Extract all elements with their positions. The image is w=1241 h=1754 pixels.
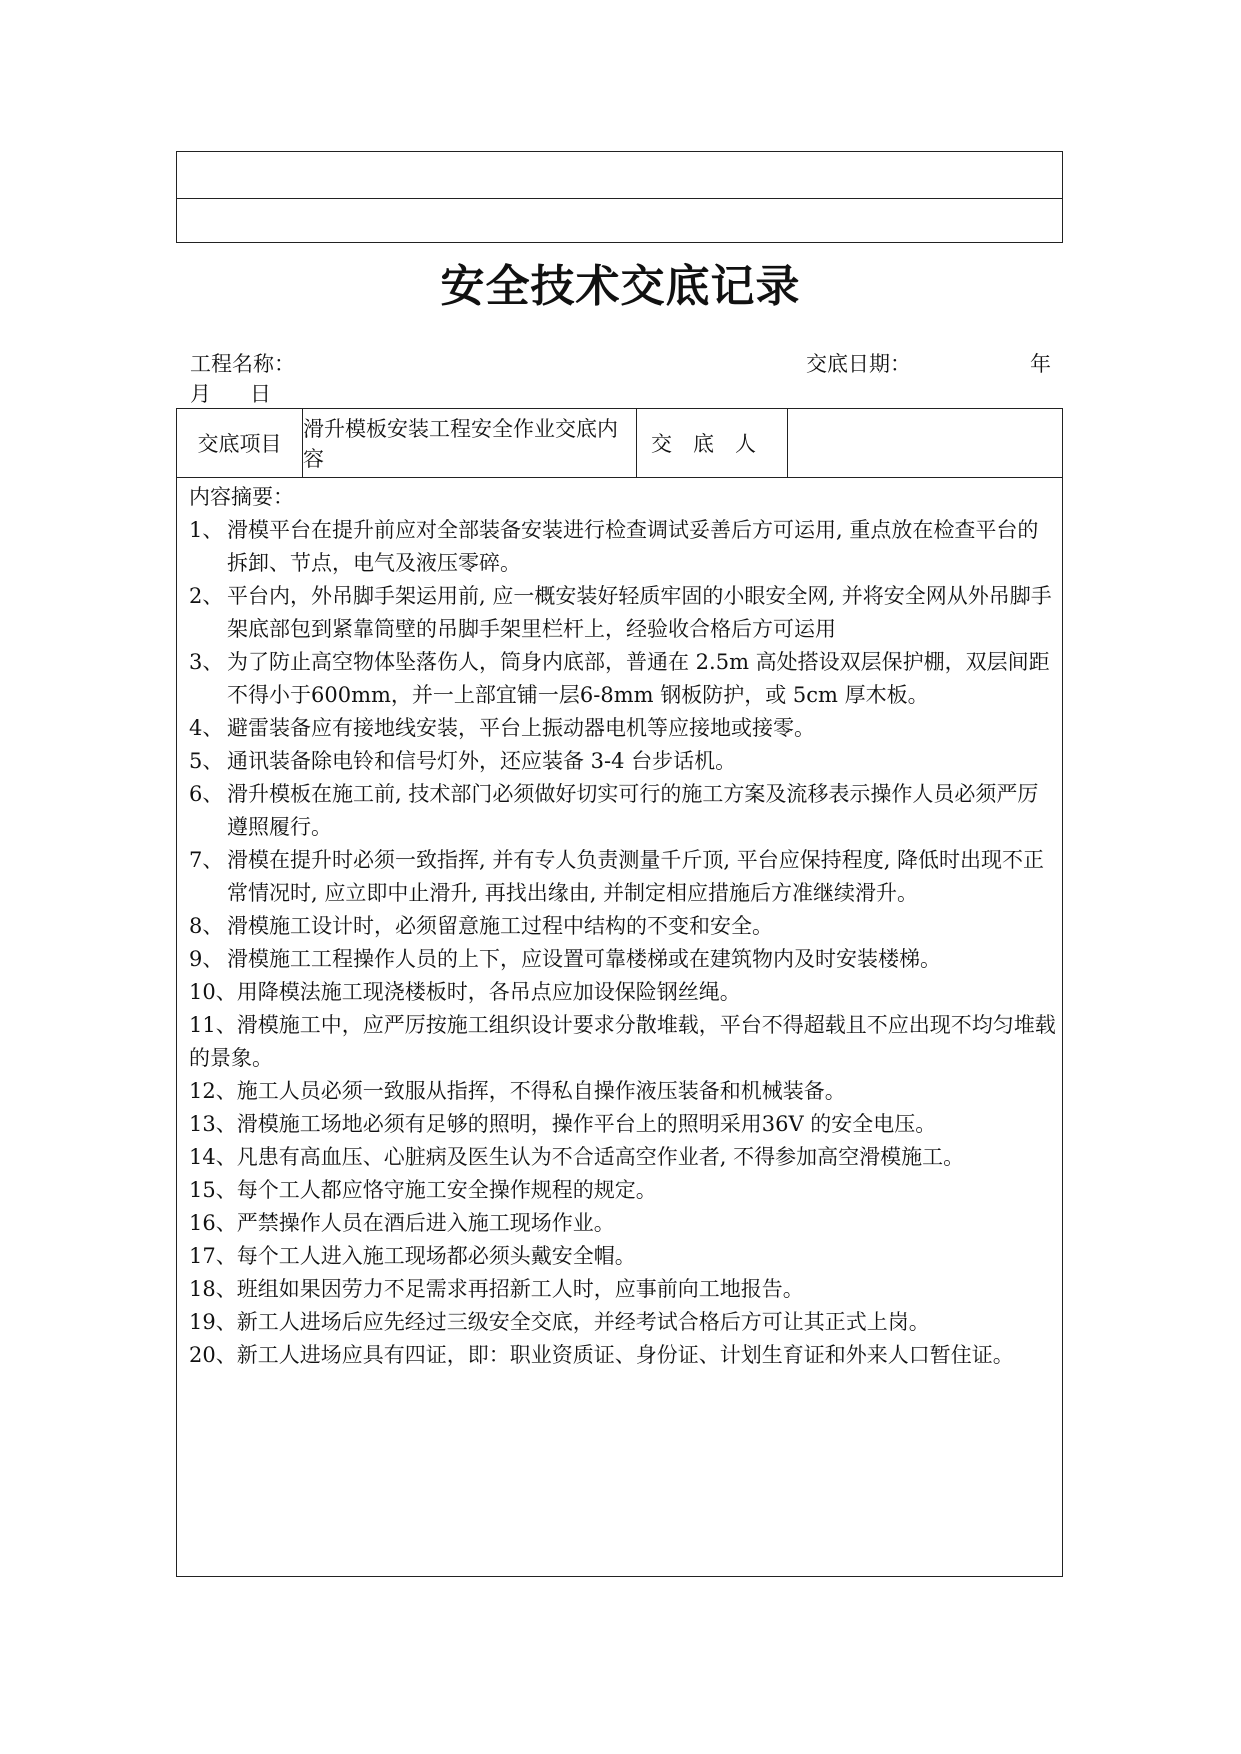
list-item	[189, 910, 1058, 943]
list-item-text: 施工人员必须一致服从指挥，不得私自操作液压装备和机械装备。	[236, 1079, 846, 1103]
list-item	[189, 1240, 1058, 1273]
list-item-number: 2、	[189, 584, 224, 608]
list-item-number: 17、	[189, 1244, 237, 1268]
list-item	[189, 1273, 1058, 1306]
list-item-text: 用降模法施工现浇楼板时，各吊点应加设保险钢丝绳。	[236, 980, 741, 1004]
list-item-text: 滑模施工设计时，必须留意施工过程中结构的不变和安全。	[227, 914, 773, 938]
day-label: 日	[250, 382, 271, 406]
list-item	[189, 1075, 1058, 1108]
content-summary	[189, 481, 1058, 1372]
item-value-cell	[303, 409, 637, 477]
list-item	[189, 844, 1058, 910]
person-value-cell	[788, 409, 1062, 477]
item-value: 滑升模板安装工程安全作业交底内容	[303, 417, 618, 471]
list-item-number: 16、	[189, 1211, 237, 1235]
list-item	[189, 1009, 1058, 1075]
list-item	[189, 1108, 1058, 1141]
list-item-text: 班组如果因劳力不足需求再招新工人时，应事前向工地报告。	[236, 1277, 804, 1301]
list-item-number: 4、	[189, 716, 224, 740]
person-label: 交 底 人	[651, 432, 756, 456]
month-label: 月	[190, 382, 211, 406]
list-item-text: 滑模施工工程操作人员的上下，应设置可靠楼梯或在建筑物内及时安装楼梯。	[227, 947, 941, 971]
list-item-number: 5、	[189, 749, 224, 773]
list-item-text: 滑模施工中，应严厉按施工组织设计要求分散堆载，平台不得超载且不应出现不均匀堆载的景象。	[189, 1013, 1056, 1070]
item-label-cell	[177, 409, 303, 477]
list-item-number: 7、	[189, 848, 224, 872]
list-item	[189, 1141, 1058, 1174]
list-item-text: 严禁操作人员在酒后进入施工现场作业。	[236, 1211, 615, 1235]
list-item-text: 平台内，外吊脚手架运用前, 应一概安装好轻质牢固的小眼安全网, 并将安全网从外吊脚手架底部包到紧靠筒壁的吊脚手架里栏杆上，经验收合格后方可运用	[227, 584, 1052, 641]
header-blank-box	[176, 151, 1063, 243]
list-item	[189, 580, 1058, 646]
list-item-number: 13、	[189, 1112, 237, 1136]
list-item-number: 18、	[189, 1277, 237, 1301]
list-item	[189, 1207, 1058, 1240]
list-item	[189, 976, 1058, 1009]
list-item-text: 滑模平台在提升前应对全部装备安装进行检查调试妥善后方可运用, 重点放在检查平台的拆卸、节点，电气及液压零碎。	[227, 518, 1039, 575]
list-item-number: 20、	[189, 1343, 237, 1367]
list-item-text: 每个工人都应恪守施工安全操作规程的规定。	[236, 1178, 657, 1202]
list-item-text: 避雷装备应有接地线安装，平台上振动器电机等应接地或接零。	[227, 716, 815, 740]
list-item-text: 每个工人进入施工现场都必须头戴安全帽。	[236, 1244, 636, 1268]
list-item-number: 9、	[189, 947, 224, 971]
person-label-cell	[637, 409, 788, 477]
list-item	[189, 943, 1058, 976]
list-item-number: 1、	[189, 518, 224, 542]
list-item-number: 12、	[189, 1079, 237, 1103]
list-item	[189, 1339, 1058, 1372]
meta-line-project	[190, 348, 1065, 378]
project-name-label: 工程名称：	[190, 352, 295, 376]
disclosure-table	[176, 408, 1063, 1577]
list-item-number: 6、	[189, 782, 224, 806]
meta-line-date	[190, 378, 1065, 408]
disclosure-item-list	[189, 514, 1058, 1372]
list-item-text: 通讯装备除电铃和信号灯外，还应装备 3-4 台步话机。	[227, 749, 737, 773]
list-item	[189, 646, 1058, 712]
header-box-divider	[177, 198, 1062, 199]
document-title: 安全技术交底记录	[440, 261, 801, 312]
list-item-number: 3、	[189, 650, 224, 674]
list-item	[189, 514, 1058, 580]
list-item-text: 滑模施工场地必须有足够的照明，操作平台上的照明采用36V 的安全电压。	[236, 1112, 937, 1136]
list-item-number: 14、	[189, 1145, 237, 1169]
item-label: 交底项目	[197, 432, 282, 456]
list-item-text: 凡患有高血压、心脏病及医生认为不合适高空作业者, 不得参加高空滑模施工。	[236, 1145, 965, 1169]
list-item-text: 新工人进场应具有四证，即：职业资质证、身份证、计划生育证和外来人口暂住证。	[236, 1343, 1014, 1367]
list-item-text: 为了防止高空物体坠落伤人，筒身内底部，普通在 2.5m 高处搭设双层保护棚，双层间距不得小于600mm，并一上部宜铺一层6-8mm 钢板防护，或 5cm 厚木板。	[227, 650, 1050, 707]
date-label: 交底日期：	[806, 352, 911, 376]
table-header-row	[177, 409, 1062, 478]
list-item-number: 19、	[189, 1310, 237, 1334]
year-label: 年	[1030, 352, 1051, 376]
list-item-number: 10、	[189, 980, 237, 1004]
list-item	[189, 712, 1058, 745]
list-item-text: 滑模在提升时必须一致指挥, 并有专人负责测量千斤顶, 平台应保持程度, 降低时出现不正常情况时, 应立即中止滑升, 再找出缘由, 并制定相应措施后方准继续滑升。	[227, 848, 1045, 905]
list-item	[189, 745, 1058, 778]
list-item-number: 11、	[189, 1013, 237, 1037]
list-item	[189, 1306, 1058, 1339]
list-item-text: 滑升模板在施工前, 技术部门必须做好切实可行的施工方案及流移表示操作人员必须严厉遵照履行。	[227, 782, 1039, 839]
list-item	[189, 778, 1058, 844]
list-item-text: 新工人进场后应先经过三级安全交底，并经考试合格后方可让其正式上岗。	[236, 1310, 930, 1334]
list-item-number: 8、	[189, 914, 224, 938]
summary-label: 内容摘要：	[189, 485, 294, 509]
list-item-number: 15、	[189, 1178, 237, 1202]
list-item	[189, 1174, 1058, 1207]
